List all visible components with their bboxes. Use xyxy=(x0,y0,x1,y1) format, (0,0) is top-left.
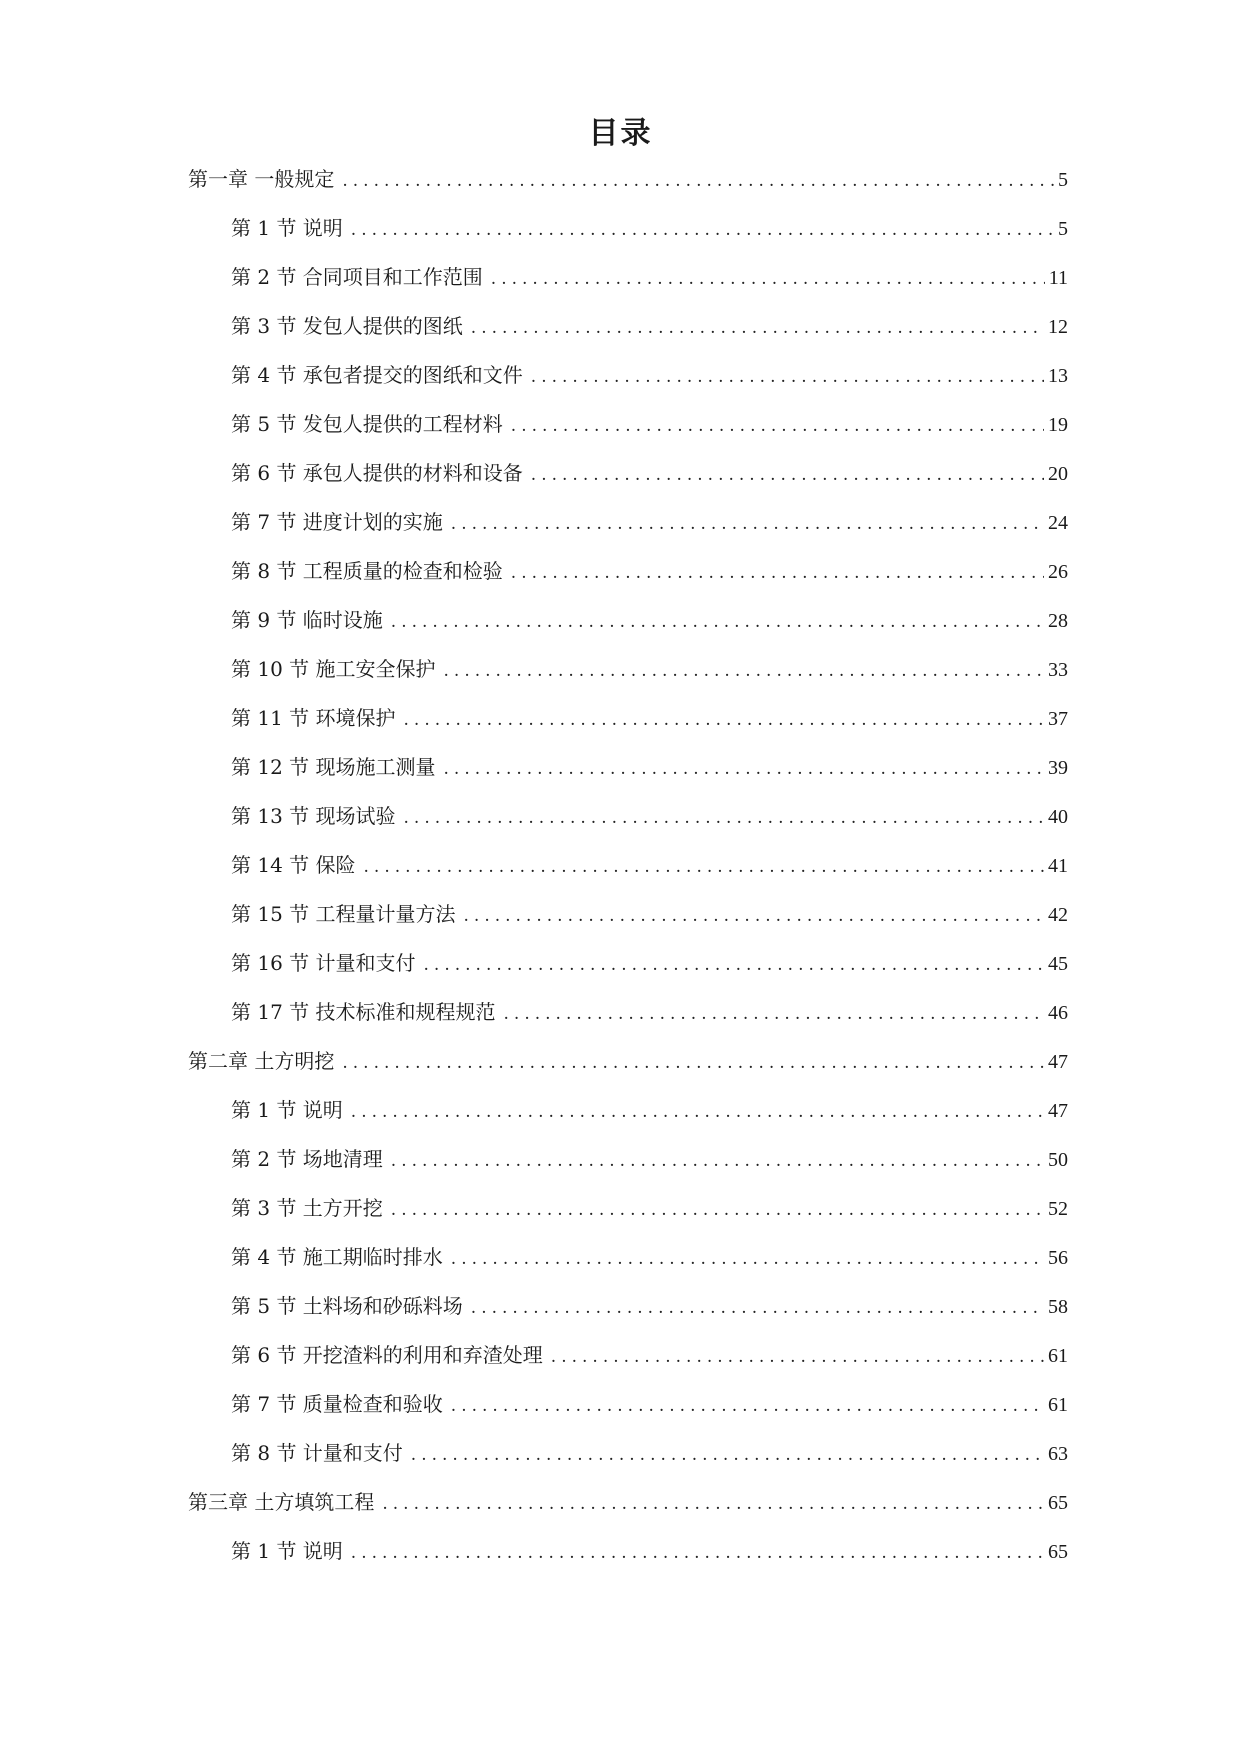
toc-leader-dots xyxy=(471,1298,1044,1318)
toc-entry-section[interactable] xyxy=(188,1437,1068,1486)
toc-page-number: 37 xyxy=(1048,708,1068,730)
toc-entry-section[interactable] xyxy=(188,1290,1068,1339)
toc-leader-dots xyxy=(391,1151,1044,1171)
toc-leader-dots xyxy=(351,1102,1044,1122)
toc-entry-section[interactable] xyxy=(188,1192,1068,1241)
toc-entry-section[interactable] xyxy=(188,1339,1068,1388)
toc-entry-label: 第 4 节 承包者提交的图纸和文件 xyxy=(231,363,523,387)
toc-entry-section[interactable] xyxy=(188,702,1068,751)
toc-page-number: 50 xyxy=(1048,1149,1068,1171)
toc-leader-dots xyxy=(504,1004,1044,1024)
toc-entry-section[interactable] xyxy=(188,898,1068,947)
toc-leader-dots xyxy=(404,710,1044,730)
toc-page-number: 65 xyxy=(1048,1541,1068,1563)
toc-entry-section[interactable] xyxy=(188,408,1068,457)
toc-entry-label: 第 5 节 发包人提供的工程材料 xyxy=(231,412,503,436)
toc-leader-dots xyxy=(471,318,1044,338)
toc-page-number: 24 xyxy=(1048,512,1068,534)
toc-title: 目录 xyxy=(588,116,653,151)
toc-entry-section[interactable] xyxy=(188,849,1068,898)
toc-entry-label: 第一章 一般规定 xyxy=(188,167,335,191)
toc-leader-dots xyxy=(382,1494,1044,1514)
toc-entry-section[interactable] xyxy=(188,212,1068,261)
toc-leader-dots xyxy=(342,171,1054,191)
toc-page-number: 28 xyxy=(1048,610,1068,632)
toc-list xyxy=(188,163,1068,1584)
toc-entry-section[interactable] xyxy=(188,1241,1068,1290)
toc-leader-dots xyxy=(404,808,1044,828)
toc-entry-section[interactable] xyxy=(188,947,1068,996)
toc-leader-dots xyxy=(444,661,1044,681)
toc-entry-label: 第 16 节 计量和支付 xyxy=(231,951,416,975)
toc-leader-dots xyxy=(351,220,1054,240)
toc-page-number: 39 xyxy=(1048,757,1068,779)
toc-entry-label: 第 5 节 土料场和砂砾料场 xyxy=(231,1294,463,1318)
toc-entry-chapter[interactable] xyxy=(188,1486,1068,1535)
toc-page-number: 65 xyxy=(1048,1492,1068,1514)
toc-entry-label: 第 8 节 工程质量的检查和检验 xyxy=(231,559,503,583)
toc-leader-dots xyxy=(351,1543,1044,1563)
toc-entry-label: 第 8 节 计量和支付 xyxy=(231,1441,403,1465)
toc-entry-label: 第 12 节 现场施工测量 xyxy=(231,755,436,779)
toc-page-number: 58 xyxy=(1048,1296,1068,1318)
toc-leader-dots xyxy=(391,1200,1044,1220)
toc-entry-section[interactable] xyxy=(188,604,1068,653)
toc-entry-section[interactable] xyxy=(188,457,1068,506)
toc-entry-label: 第 6 节 开挖渣料的利用和弃渣处理 xyxy=(231,1343,543,1367)
toc-entry-section[interactable] xyxy=(188,1535,1068,1584)
toc-page-number: 63 xyxy=(1048,1443,1068,1465)
toc-entry-label: 第 13 节 现场试验 xyxy=(231,804,396,828)
toc-leader-dots xyxy=(464,906,1044,926)
toc-leader-dots xyxy=(531,465,1044,485)
toc-page-number: 45 xyxy=(1048,953,1068,975)
toc-leader-dots xyxy=(391,612,1044,632)
toc-entry-label: 第 17 节 技术标准和规程规范 xyxy=(231,1000,496,1024)
toc-entry-label: 第 2 节 场地清理 xyxy=(231,1147,383,1171)
toc-entry-chapter[interactable] xyxy=(188,163,1068,212)
toc-entry-section[interactable] xyxy=(188,1143,1068,1192)
toc-page-number: 40 xyxy=(1048,806,1068,828)
toc-page-number: 47 xyxy=(1048,1051,1068,1073)
toc-page-number: 13 xyxy=(1048,365,1068,387)
toc-page-number: 20 xyxy=(1048,463,1068,485)
toc-entry-label: 第 15 节 工程量计量方法 xyxy=(231,902,456,926)
toc-entry-section[interactable] xyxy=(188,261,1068,310)
toc-entry-label: 第 4 节 施工期临时排水 xyxy=(231,1245,443,1269)
toc-page-number: 33 xyxy=(1048,659,1068,681)
toc-entry-section[interactable] xyxy=(188,751,1068,800)
toc-leader-dots xyxy=(451,514,1044,534)
toc-leader-dots xyxy=(511,416,1044,436)
toc-leader-dots xyxy=(411,1445,1044,1465)
toc-page-number: 52 xyxy=(1048,1198,1068,1220)
toc-entry-section[interactable] xyxy=(188,506,1068,555)
toc-entry-section[interactable] xyxy=(188,555,1068,604)
toc-leader-dots xyxy=(531,367,1044,387)
toc-leader-dots xyxy=(551,1347,1044,1367)
toc-entry-label: 第 1 节 说明 xyxy=(231,216,343,240)
toc-entry-label: 第 6 节 承包人提供的材料和设备 xyxy=(231,461,523,485)
toc-page-number: 56 xyxy=(1048,1247,1068,1269)
toc-entry-section[interactable] xyxy=(188,359,1068,408)
toc-entry-label: 第 3 节 发包人提供的图纸 xyxy=(231,314,463,338)
toc-leader-dots xyxy=(444,759,1044,779)
toc-leader-dots xyxy=(451,1249,1044,1269)
toc-leader-dots xyxy=(451,1396,1044,1416)
toc-page-number: 19 xyxy=(1048,414,1068,436)
toc-page-number: 5 xyxy=(1058,169,1068,191)
toc-page-number: 46 xyxy=(1048,1002,1068,1024)
toc-leader-dots xyxy=(491,269,1045,289)
toc-page-number: 47 xyxy=(1048,1100,1068,1122)
toc-page-number: 5 xyxy=(1058,218,1068,240)
toc-entry-section[interactable] xyxy=(188,996,1068,1045)
toc-leader-dots xyxy=(511,563,1044,583)
toc-leader-dots xyxy=(424,955,1044,975)
toc-entry-chapter[interactable] xyxy=(188,1045,1068,1094)
toc-entry-label: 第 9 节 临时设施 xyxy=(231,608,383,632)
toc-page-number: 61 xyxy=(1048,1345,1068,1367)
toc-page-number: 42 xyxy=(1048,904,1068,926)
toc-entry-label: 第 3 节 土方开挖 xyxy=(231,1196,383,1220)
toc-entry-label: 第 7 节 进度计划的实施 xyxy=(231,510,443,534)
toc-entry-label: 第 2 节 合同项目和工作范围 xyxy=(231,265,483,289)
toc-entry-label: 第三章 土方填筑工程 xyxy=(188,1490,375,1514)
toc-entry-section[interactable] xyxy=(188,310,1068,359)
toc-entry-label: 第 1 节 说明 xyxy=(231,1539,343,1563)
toc-leader-dots xyxy=(364,857,1044,877)
toc-entry-section[interactable] xyxy=(188,653,1068,702)
toc-entry-label: 第 14 节 保险 xyxy=(231,853,356,877)
toc-entry-label: 第二章 土方明挖 xyxy=(188,1049,335,1073)
toc-entry-section[interactable] xyxy=(188,1094,1068,1143)
toc-entry-label: 第 7 节 质量检查和验收 xyxy=(231,1392,443,1416)
toc-page-number: 11 xyxy=(1048,267,1068,289)
toc-entry-section[interactable] xyxy=(188,1388,1068,1437)
toc-page-number: 26 xyxy=(1048,561,1068,583)
toc-entry-section[interactable] xyxy=(188,800,1068,849)
toc-page-number: 61 xyxy=(1048,1394,1068,1416)
toc-entry-label: 第 10 节 施工安全保护 xyxy=(231,657,436,681)
toc-leader-dots xyxy=(342,1053,1044,1073)
toc-page-number: 41 xyxy=(1048,855,1068,877)
toc-page-number: 12 xyxy=(1048,316,1068,338)
toc-entry-label: 第 1 节 说明 xyxy=(231,1098,343,1122)
toc-entry-label: 第 11 节 环境保护 xyxy=(231,706,396,730)
